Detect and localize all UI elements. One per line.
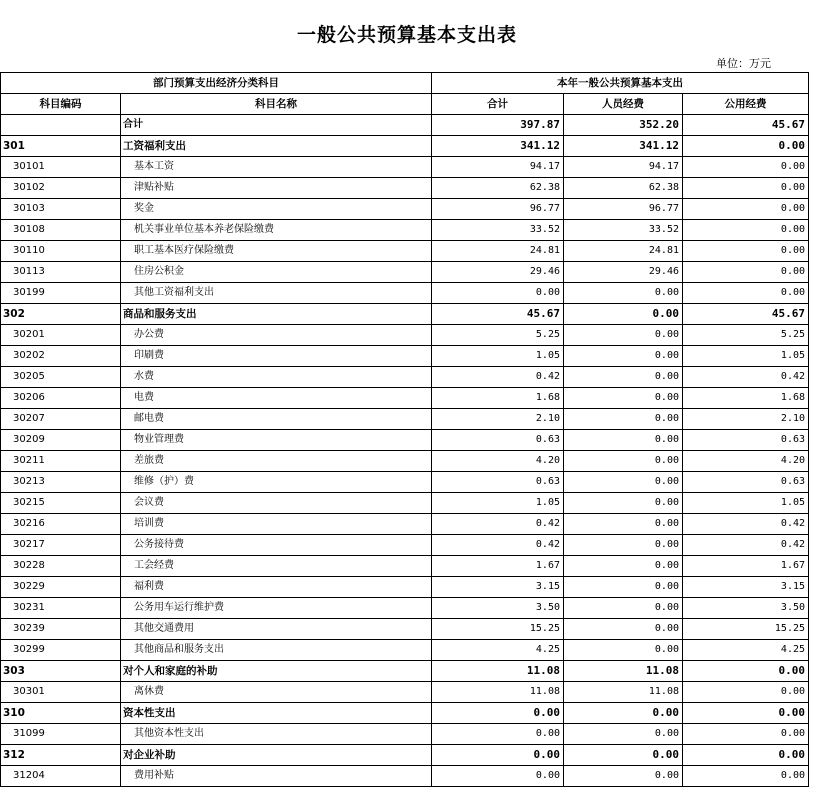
header-group-right: 本年一般公共预算基本支出 [432, 73, 809, 94]
cell-personnel: 0.00 [564, 598, 683, 619]
cell-personnel: 11.08 [564, 661, 683, 682]
page-title: 一般公共预算基本支出表 [296, 24, 517, 46]
cell-code: 30239 [1, 619, 121, 640]
cell-code: 30110 [1, 241, 121, 262]
table-row [1, 220, 809, 241]
table-header [1, 73, 809, 115]
cell-public: 0.00 [683, 724, 809, 745]
cell-public: 1.68 [683, 388, 809, 409]
cell-total: 1.05 [432, 346, 564, 367]
table-row [1, 241, 809, 262]
cell-public: 0.00 [683, 682, 809, 703]
cell-public: 0.00 [683, 157, 809, 178]
cell-public: 0.00 [683, 136, 809, 157]
cell-code: 30209 [1, 430, 121, 451]
table-row [1, 178, 809, 199]
cell-name: 住房公积金 [121, 262, 432, 283]
cell-personnel: 33.52 [564, 220, 683, 241]
cell-personnel: 0.00 [564, 745, 683, 766]
cell-public: 0.00 [683, 745, 809, 766]
cell-name: 差旅费 [121, 451, 432, 472]
cell-code: 30113 [1, 262, 121, 283]
cell-personnel: 0.00 [564, 304, 683, 325]
table-row [1, 451, 809, 472]
cell-public: 0.00 [683, 262, 809, 283]
cell-personnel: 94.17 [564, 157, 683, 178]
cell-total: 1.05 [432, 493, 564, 514]
cell-name: 电费 [121, 388, 432, 409]
category-row [1, 745, 809, 766]
cell-code: 30202 [1, 346, 121, 367]
cell-public: 2.10 [683, 409, 809, 430]
cell-personnel: 0.00 [564, 325, 683, 346]
cell-code: 30229 [1, 577, 121, 598]
cell-public: 1.05 [683, 493, 809, 514]
header-column-row [1, 94, 809, 115]
cell-personnel: 0.00 [564, 367, 683, 388]
cell-total: 5.25 [432, 325, 564, 346]
cell-public: 15.25 [683, 619, 809, 640]
total-name: 合计 [121, 115, 432, 136]
table-row [1, 199, 809, 220]
header-group-row [1, 73, 809, 94]
cell-personnel: 0.00 [564, 451, 683, 472]
cell-total: 2.10 [432, 409, 564, 430]
table-row [1, 388, 809, 409]
cell-total: 62.38 [432, 178, 564, 199]
cell-name: 物业管理费 [121, 430, 432, 451]
header-public: 公用经费 [683, 94, 809, 115]
cell-code: 30206 [1, 388, 121, 409]
cell-personnel: 0.00 [564, 640, 683, 661]
table-row [1, 409, 809, 430]
cell-total: 4.20 [432, 451, 564, 472]
cell-code: 303 [1, 661, 121, 682]
table-body [1, 115, 809, 787]
cell-name: 公务用车运行维护费 [121, 598, 432, 619]
cell-name: 费用补贴 [121, 766, 432, 787]
cell-code: 31099 [1, 724, 121, 745]
table-row [1, 262, 809, 283]
table-row [1, 640, 809, 661]
cell-public: 4.25 [683, 640, 809, 661]
cell-public: 3.50 [683, 598, 809, 619]
cell-total: 29.46 [432, 262, 564, 283]
cell-total: 0.63 [432, 430, 564, 451]
cell-code: 30228 [1, 556, 121, 577]
cell-code: 30215 [1, 493, 121, 514]
cell-public: 0.00 [683, 220, 809, 241]
cell-total: 45.67 [432, 304, 564, 325]
table-row [1, 682, 809, 703]
cell-name: 公务接待费 [121, 535, 432, 556]
cell-total: 15.25 [432, 619, 564, 640]
table-row [1, 493, 809, 514]
cell-personnel: 0.00 [564, 283, 683, 304]
budget-table [0, 72, 809, 787]
cell-name: 办公费 [121, 325, 432, 346]
total-row [1, 115, 809, 136]
cell-personnel: 0.00 [564, 514, 683, 535]
cell-name: 邮电费 [121, 409, 432, 430]
cell-personnel: 0.00 [564, 472, 683, 493]
header-code: 科目编码 [1, 94, 121, 115]
cell-name: 水费 [121, 367, 432, 388]
cell-name: 其他工资福利支出 [121, 283, 432, 304]
table-row [1, 598, 809, 619]
cell-name: 资本性支出 [121, 703, 432, 724]
cell-personnel: 96.77 [564, 199, 683, 220]
cell-name: 对个人和家庭的补助 [121, 661, 432, 682]
cell-name: 印刷费 [121, 346, 432, 367]
cell-public: 0.00 [683, 661, 809, 682]
cell-public: 0.00 [683, 199, 809, 220]
cell-name: 津贴补贴 [121, 178, 432, 199]
cell-total: 0.00 [432, 724, 564, 745]
header-personnel: 人员经费 [564, 94, 683, 115]
cell-personnel: 0.00 [564, 619, 683, 640]
cell-personnel: 0.00 [564, 577, 683, 598]
cell-total: 11.08 [432, 682, 564, 703]
cell-code: 30217 [1, 535, 121, 556]
table-row [1, 514, 809, 535]
cell-code: 30101 [1, 157, 121, 178]
cell-code: 31204 [1, 766, 121, 787]
table-row [1, 325, 809, 346]
cell-total: 3.50 [432, 598, 564, 619]
cell-name: 维修（护）费 [121, 472, 432, 493]
cell-personnel: 0.00 [564, 493, 683, 514]
table-row [1, 535, 809, 556]
cell-personnel: 0.00 [564, 409, 683, 430]
cell-personnel: 0.00 [564, 766, 683, 787]
cell-total: 1.68 [432, 388, 564, 409]
table-row [1, 346, 809, 367]
table-row [1, 556, 809, 577]
cell-public: 0.00 [683, 241, 809, 262]
cell-name: 奖金 [121, 199, 432, 220]
cell-name: 机关事业单位基本养老保险缴费 [121, 220, 432, 241]
cell-personnel: 0.00 [564, 703, 683, 724]
table-row [1, 472, 809, 493]
cell-name: 会议费 [121, 493, 432, 514]
cell-name: 其他交通费用 [121, 619, 432, 640]
cell-public: 0.00 [683, 766, 809, 787]
cell-public: 0.00 [683, 283, 809, 304]
category-row [1, 661, 809, 682]
cell-public: 0.42 [683, 514, 809, 535]
cell-personnel: 0.00 [564, 388, 683, 409]
cell-personnel: 0.00 [564, 346, 683, 367]
cell-public: 0.42 [683, 367, 809, 388]
cell-name: 其他商品和服务支出 [121, 640, 432, 661]
cell-total: 341.12 [432, 136, 564, 157]
table-row [1, 283, 809, 304]
table-row [1, 577, 809, 598]
cell-total: 0.00 [432, 703, 564, 724]
table-row [1, 724, 809, 745]
cell-public: 3.15 [683, 577, 809, 598]
table-row [1, 367, 809, 388]
total-personnel: 352.20 [564, 115, 683, 136]
cell-public: 0.63 [683, 430, 809, 451]
cell-name: 对企业补助 [121, 745, 432, 766]
cell-personnel: 29.46 [564, 262, 683, 283]
cell-name: 工资福利支出 [121, 136, 432, 157]
cell-public: 0.00 [683, 703, 809, 724]
cell-name: 培训费 [121, 514, 432, 535]
total-code [1, 115, 121, 136]
table-row [1, 619, 809, 640]
cell-total: 0.00 [432, 766, 564, 787]
cell-code: 302 [1, 304, 121, 325]
header-name: 科目名称 [121, 94, 432, 115]
cell-code: 30207 [1, 409, 121, 430]
cell-personnel: 62.38 [564, 178, 683, 199]
cell-code: 30301 [1, 682, 121, 703]
cell-name: 工会经费 [121, 556, 432, 577]
cell-public: 1.05 [683, 346, 809, 367]
cell-name: 职工基本医疗保险缴费 [121, 241, 432, 262]
cell-code: 30211 [1, 451, 121, 472]
cell-total: 4.25 [432, 640, 564, 661]
category-row [1, 703, 809, 724]
cell-code: 310 [1, 703, 121, 724]
header-total: 合计 [432, 94, 564, 115]
cell-total: 0.63 [432, 472, 564, 493]
cell-total: 0.00 [432, 283, 564, 304]
total-public: 45.67 [683, 115, 809, 136]
cell-code: 30205 [1, 367, 121, 388]
table-row [1, 157, 809, 178]
cell-code: 30201 [1, 325, 121, 346]
cell-name: 商品和服务支出 [121, 304, 432, 325]
cell-name: 福利费 [121, 577, 432, 598]
cell-total: 0.42 [432, 367, 564, 388]
total-total: 397.87 [432, 115, 564, 136]
cell-code: 30199 [1, 283, 121, 304]
cell-public: 0.63 [683, 472, 809, 493]
cell-name: 其他资本性支出 [121, 724, 432, 745]
cell-total: 0.42 [432, 535, 564, 556]
cell-total: 11.08 [432, 661, 564, 682]
cell-personnel: 0.00 [564, 556, 683, 577]
cell-personnel: 24.81 [564, 241, 683, 262]
cell-personnel: 0.00 [564, 535, 683, 556]
header-group-left: 部门预算支出经济分类科目 [1, 73, 432, 94]
cell-code: 30231 [1, 598, 121, 619]
cell-code: 30213 [1, 472, 121, 493]
cell-total: 24.81 [432, 241, 564, 262]
cell-name: 离休费 [121, 682, 432, 703]
cell-code: 301 [1, 136, 121, 157]
cell-total: 1.67 [432, 556, 564, 577]
cell-personnel: 0.00 [564, 724, 683, 745]
cell-public: 45.67 [683, 304, 809, 325]
cell-total: 94.17 [432, 157, 564, 178]
cell-public: 0.42 [683, 535, 809, 556]
cell-total: 3.15 [432, 577, 564, 598]
cell-code: 30216 [1, 514, 121, 535]
cell-public: 5.25 [683, 325, 809, 346]
cell-public: 0.00 [683, 178, 809, 199]
cell-code: 30108 [1, 220, 121, 241]
cell-personnel: 341.12 [564, 136, 683, 157]
unit-label: 单位：万元 [716, 57, 771, 70]
cell-code: 30103 [1, 199, 121, 220]
cell-personnel: 0.00 [564, 430, 683, 451]
cell-total: 0.42 [432, 514, 564, 535]
cell-code: 30299 [1, 640, 121, 661]
table-row [1, 430, 809, 451]
cell-personnel: 11.08 [564, 682, 683, 703]
cell-total: 96.77 [432, 199, 564, 220]
cell-public: 1.67 [683, 556, 809, 577]
cell-name: 基本工资 [121, 157, 432, 178]
cell-total: 0.00 [432, 745, 564, 766]
cell-code: 30102 [1, 178, 121, 199]
cell-code: 312 [1, 745, 121, 766]
cell-total: 33.52 [432, 220, 564, 241]
category-row [1, 136, 809, 157]
cell-public: 4.20 [683, 451, 809, 472]
table-row [1, 766, 809, 787]
category-row [1, 304, 809, 325]
